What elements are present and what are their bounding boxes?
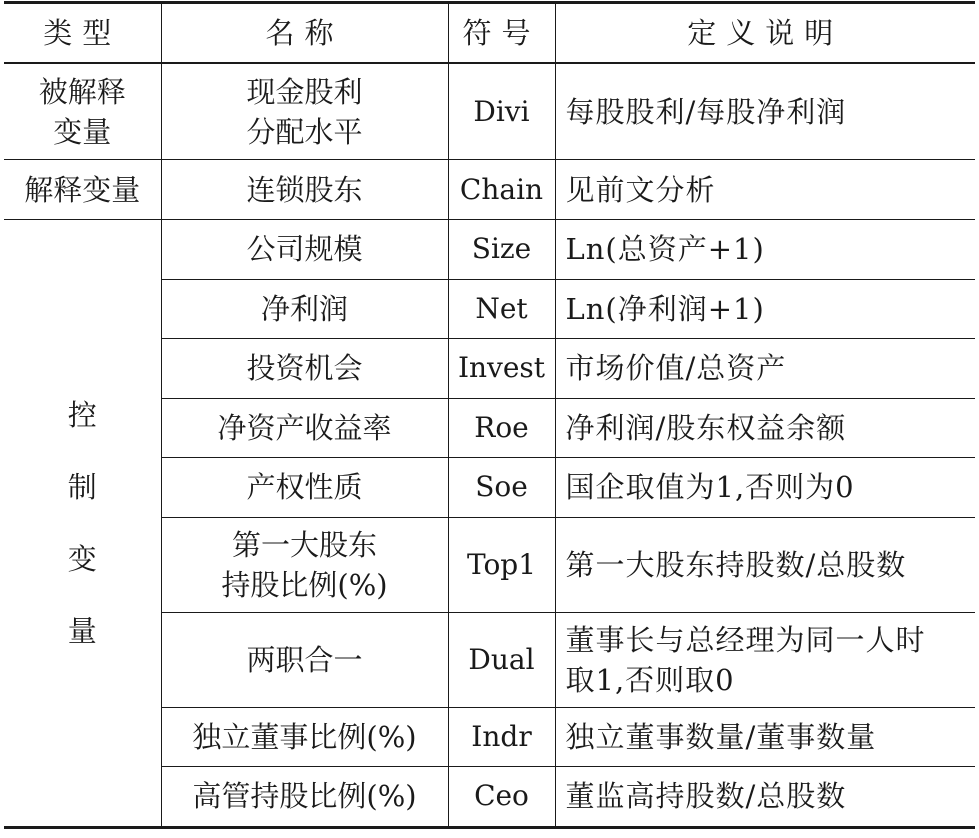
header-definition: 定义说明 <box>555 3 975 64</box>
cell-name-top1-line-2: 持股比例(%) <box>221 567 388 602</box>
table-header-row <box>4 3 975 64</box>
group-control-char-1: 控 <box>67 397 97 432</box>
cell-name-divi <box>161 63 448 160</box>
cell-definition-dual <box>555 612 975 707</box>
group-dependent <box>4 63 161 160</box>
table-row-chain <box>4 160 975 220</box>
cell-symbol-indr: Indr <box>448 707 555 767</box>
cell-definition-indr: 独立董事数量/董事数量 <box>555 707 975 767</box>
cell-symbol-ceo: Ceo <box>448 767 555 828</box>
cell-symbol-soe: Soe <box>448 458 555 518</box>
group-control-char-4: 量 <box>67 613 97 648</box>
cell-definition-roe: 净利润/股东权益余额 <box>555 398 975 458</box>
group-control-char-3: 变 <box>67 541 97 576</box>
cell-symbol-net: Net <box>448 279 555 339</box>
cell-definition-invest: 市场价值/总资产 <box>555 339 975 399</box>
cell-name-soe: 产权性质 <box>161 458 448 518</box>
cell-name-invest: 投资机会 <box>161 339 448 399</box>
cell-symbol-size: Size <box>448 220 555 280</box>
cell-symbol-invest: Invest <box>448 339 555 399</box>
cell-name-divi-line-1: 现金股利 <box>246 74 363 109</box>
cell-name-indr: 独立董事比例(%) <box>161 707 448 767</box>
cell-definition-top1: 第一大股东持股数/总股数 <box>555 517 975 612</box>
cell-definition-net: Ln(净利润+1) <box>555 279 975 339</box>
cell-symbol-top1: Top1 <box>448 517 555 612</box>
cell-name-roe: 净资产收益率 <box>161 398 448 458</box>
cell-symbol-chain: Chain <box>448 160 555 220</box>
cell-name-ceo: 高管持股比例(%) <box>161 767 448 828</box>
cell-name-size: 公司规模 <box>161 220 448 280</box>
cell-name-net: 净利润 <box>161 279 448 339</box>
cell-definition-size: Ln(总资产+1) <box>555 220 975 280</box>
cell-definition-chain: 见前文分析 <box>555 160 975 220</box>
cell-symbol-roe: Roe <box>448 398 555 458</box>
cell-definition-soe: 国企取值为1,否则为0 <box>555 458 975 518</box>
cell-definition-dual-line-1: 董事长与总经理为同一人时 <box>565 622 926 657</box>
header-name: 名称 <box>161 3 448 64</box>
header-symbol: 符号 <box>448 3 555 64</box>
cell-definition-dual-line-2: 取1,否则取0 <box>565 662 735 697</box>
group-independent: 解释变量 <box>4 160 161 220</box>
cell-name-chain: 连锁股东 <box>161 160 448 220</box>
cell-symbol-divi: Divi <box>448 63 555 160</box>
cell-name-top1-line-1: 第一大股东 <box>231 527 377 562</box>
group-control <box>4 220 161 828</box>
cell-definition-ceo: 董监高持股数/总股数 <box>555 767 975 828</box>
cell-name-top1 <box>161 517 448 612</box>
cell-definition-divi: 每股股利/每股净利润 <box>555 63 975 160</box>
group-dependent-line-1: 被解释 <box>38 74 126 109</box>
table-row-divi <box>4 63 975 160</box>
cell-name-dual: 两职合一 <box>161 612 448 707</box>
header-type: 类型 <box>4 3 161 64</box>
group-control-char-2: 制 <box>67 469 97 504</box>
cell-name-divi-line-2: 分配水平 <box>246 114 363 149</box>
cell-symbol-dual: Dual <box>448 612 555 707</box>
table-row-size <box>4 220 975 280</box>
group-dependent-line-2: 变量 <box>53 114 112 149</box>
variable-definition-table <box>4 1 975 829</box>
